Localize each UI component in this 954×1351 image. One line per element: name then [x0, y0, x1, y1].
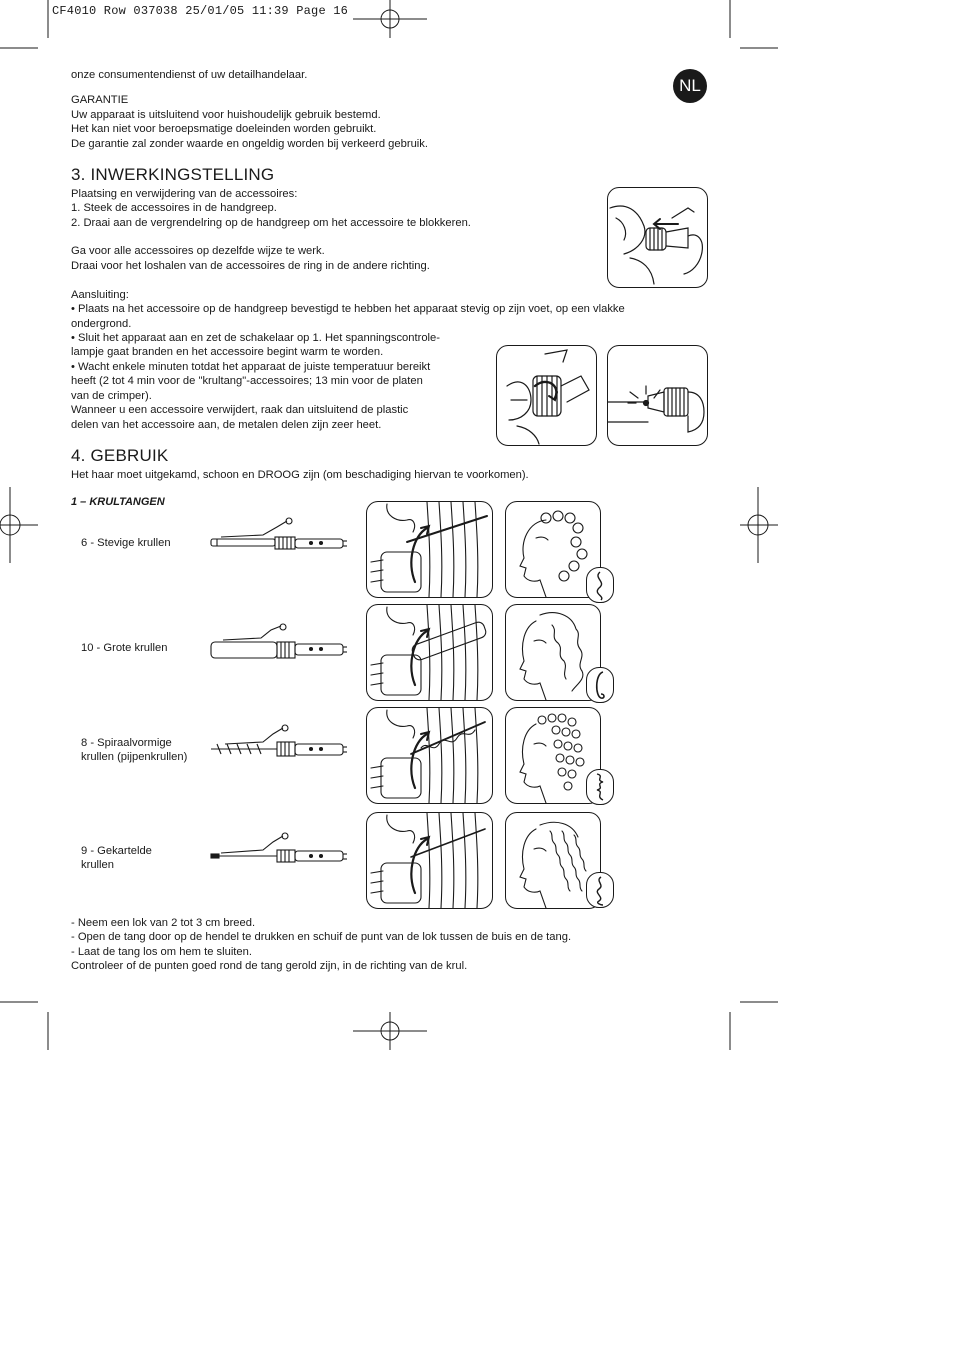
language-badge: NL [673, 69, 707, 103]
bullet-line: heeft (2 tot 4 min voor de "krultang"-accessoires; 13 min voor de platen [71, 375, 423, 387]
krultangen-subhead: 1 – KRULTANGEN [71, 496, 165, 508]
body-line: Plaatsing en verwijdering van de accessoires: [71, 188, 298, 200]
curling-action-illustration [366, 604, 493, 701]
bullet-line: • Plaats na het accessoire op de handgreep bevestigd te hebben het apparaat stevig op zijn voet, op een vlakke [71, 303, 625, 315]
curling-tong-6-icon [207, 515, 355, 559]
section-3-title: 3. INWERKINGSTELLING [71, 165, 275, 184]
step-line: - Laat de tang los om hem te sluiten. [71, 946, 252, 958]
curl-detail-icon [586, 872, 614, 908]
curling-action-illustration [366, 707, 493, 804]
curl-detail-icon [586, 667, 614, 703]
bullet-line: van de crimper). [71, 390, 152, 402]
aansluiting-title: Aansluiting: [71, 289, 129, 301]
curl-type-label: 8 - Spiraalvormige krullen (pijpenkrullen) [81, 737, 188, 764]
body-line: Draai voor het loshalen van de accessoires de ring in de andere richting. [71, 260, 430, 272]
curling-tong-10-icon [207, 622, 355, 666]
step-line: - Open de tang door op de hendel te drukken en schuif de punt van de lok tussen de buis en de tang. [71, 931, 572, 943]
body-line: 1. Steek de accessoires in de handgreep. [71, 202, 277, 214]
curling-tong-8-icon [207, 722, 355, 766]
curling-action-illustration [366, 501, 493, 598]
intro-line: onze consumentendienst of uw detailhandelaar. [71, 69, 308, 81]
print-slug: CF4010 Row 037038 25/01/05 11:39 Page 16 [52, 4, 349, 18]
curl-type-label: 10 - Grote krullen [81, 642, 168, 654]
bullet-line: • Sluit het apparaat aan en zet de schakelaar op 1. Het spanningscontrole- [71, 332, 440, 344]
bullet-line: lampje gaat branden en het accessoire begint warm te worden. [71, 346, 384, 358]
garantie-line: De garantie zal zonder waarde en ongeldig worden bij verkeerd gebruik. [71, 138, 428, 150]
warning-line: delen van het accessoire aan, de metalen delen zijn zeer heet. [71, 419, 382, 431]
section-4-title: 4. GEBRUIK [71, 446, 169, 465]
bullet-line: • Wacht enkele minuten totdat het apparaat de juiste temperatuur bereikt [71, 361, 431, 373]
indicator-light-illustration [607, 345, 708, 446]
body-line: Ga voor alle accessoires op dezelfde wijze te werk. [71, 245, 325, 257]
warning-line: Wanneer u een accessoire verwijdert, raak dan uitsluitend de plastic [71, 404, 409, 416]
curl-type-label: 9 - Gekartelde krullen [81, 845, 152, 872]
bullet-line: ondergrond. [71, 318, 132, 330]
curling-action-illustration [366, 812, 493, 909]
attach-accessory-illustration [607, 187, 708, 288]
curling-tong-9-icon [207, 828, 355, 872]
garantie-title: GARANTIE [71, 94, 129, 106]
body-line: 2. Draai aan de vergrendelring op de handgreep om het accessoire te blokkeren. [71, 217, 471, 229]
curl-detail-icon [586, 567, 614, 603]
switch-on-illustration [496, 345, 597, 446]
garantie-line: Uw apparaat is uitsluitend voor huishoudelijk gebruik bestemd. [71, 109, 381, 121]
curl-type-label: 6 - Stevige krullen [81, 537, 171, 549]
garantie-line: Het kan niet voor beroepsmatige doeleinden worden gebruikt. [71, 123, 377, 135]
step-line: - Neem een lok van 2 tot 3 cm breed. [71, 917, 256, 929]
curl-detail-icon [586, 769, 614, 805]
step-line: Controleer of de punten goed rond de tang gerold zijn, in de richting van de krul. [71, 960, 468, 972]
section-4-intro: Het haar moet uitgekamd, schoon en DROOG zijn (om beschadiging hiervan te voorkomen). [71, 469, 529, 481]
